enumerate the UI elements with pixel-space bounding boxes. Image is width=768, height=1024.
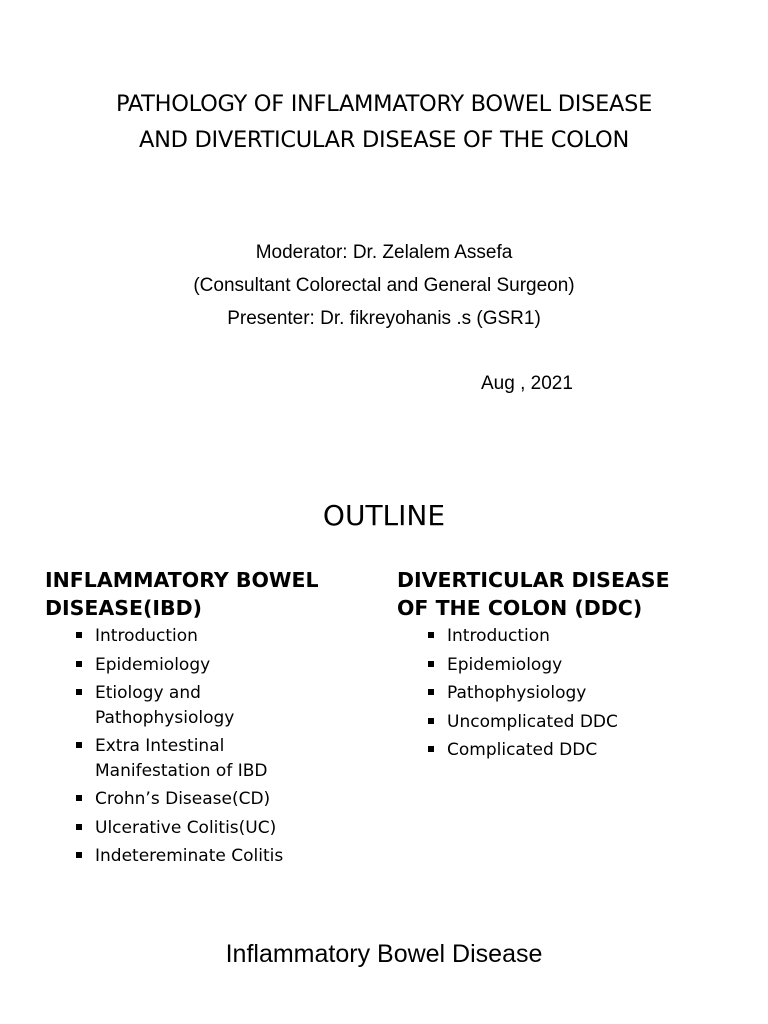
list-item [73, 624, 385, 649]
square-bullet-icon [428, 689, 434, 695]
list-item [425, 681, 737, 706]
square-bullet-icon [428, 746, 434, 752]
list-item [73, 844, 385, 869]
list-item [73, 734, 385, 783]
list-item [425, 653, 737, 678]
presenter-line: Presenter: Dr. fikreyohanis .s (GSR1) [227, 308, 541, 329]
list-item-text: Indetereminate Colitis [95, 846, 284, 866]
outline-heading: OUTLINE [322, 499, 446, 532]
credits-block [0, 236, 768, 335]
square-bullet-icon [428, 661, 434, 667]
list-item [425, 738, 737, 763]
list-item [73, 681, 385, 730]
list-item-text: Introduction [447, 626, 550, 646]
list-item-text: Extra Intestinal Manifestation of IBD [95, 736, 268, 781]
list-item [73, 816, 385, 841]
square-bullet-icon [428, 718, 434, 724]
list-item-text: Etiology and Pathophysiology [95, 683, 235, 728]
title-line-2: AND DIVERTICULAR DISEASE OF THE COLON [139, 127, 629, 153]
list-item [425, 710, 737, 735]
list-item-text: Crohn’s Disease(CD) [95, 789, 271, 809]
ibd-column-heading: INFLAMMATORY BOWEL DISEASE(IBD) [45, 568, 319, 620]
section-slide [0, 920, 768, 1024]
list-item-text: Complicated DDC [447, 740, 598, 760]
list-item-text: Introduction [95, 626, 198, 646]
ddc-column-heading: DIVERTICULAR DISEASE OF THE COLON (DDC) [397, 568, 670, 620]
list-item [73, 653, 385, 678]
square-bullet-icon [76, 632, 82, 638]
square-bullet-icon [76, 742, 82, 748]
square-bullet-icon [76, 852, 82, 858]
moderator-role-line: (Consultant Colorectal and General Surgeon) [193, 275, 575, 296]
square-bullet-icon [76, 689, 82, 695]
list-item-text: Epidemiology [447, 654, 563, 675]
moderator-line: Moderator: Dr. Zelalem Assefa [255, 242, 513, 263]
outline-slide [0, 480, 768, 910]
list-item [73, 787, 385, 812]
ibd-column [45, 566, 385, 873]
presentation-date: Aug , 2021 [481, 373, 573, 394]
list-item-text: Uncomplicated DDC [447, 711, 618, 732]
ddc-column [397, 566, 737, 767]
list-item [425, 624, 737, 649]
ddc-topic-list [397, 624, 737, 763]
list-item-text: Epidemiology [95, 654, 211, 675]
title-line-1: PATHOLOGY OF INFLAMMATORY BOWEL DISEASE [115, 91, 653, 117]
section-title: Inflammatory Bowel Disease [225, 940, 543, 968]
square-bullet-icon [428, 632, 434, 638]
ibd-topic-list [45, 624, 385, 869]
square-bullet-icon [76, 795, 82, 801]
square-bullet-icon [76, 661, 82, 667]
list-item-text: Pathophysiology [447, 683, 587, 703]
square-bullet-icon [76, 824, 82, 830]
presentation-title [0, 86, 768, 158]
title-slide [0, 0, 768, 460]
list-item-text: Ulcerative Colitis(UC) [95, 817, 277, 838]
